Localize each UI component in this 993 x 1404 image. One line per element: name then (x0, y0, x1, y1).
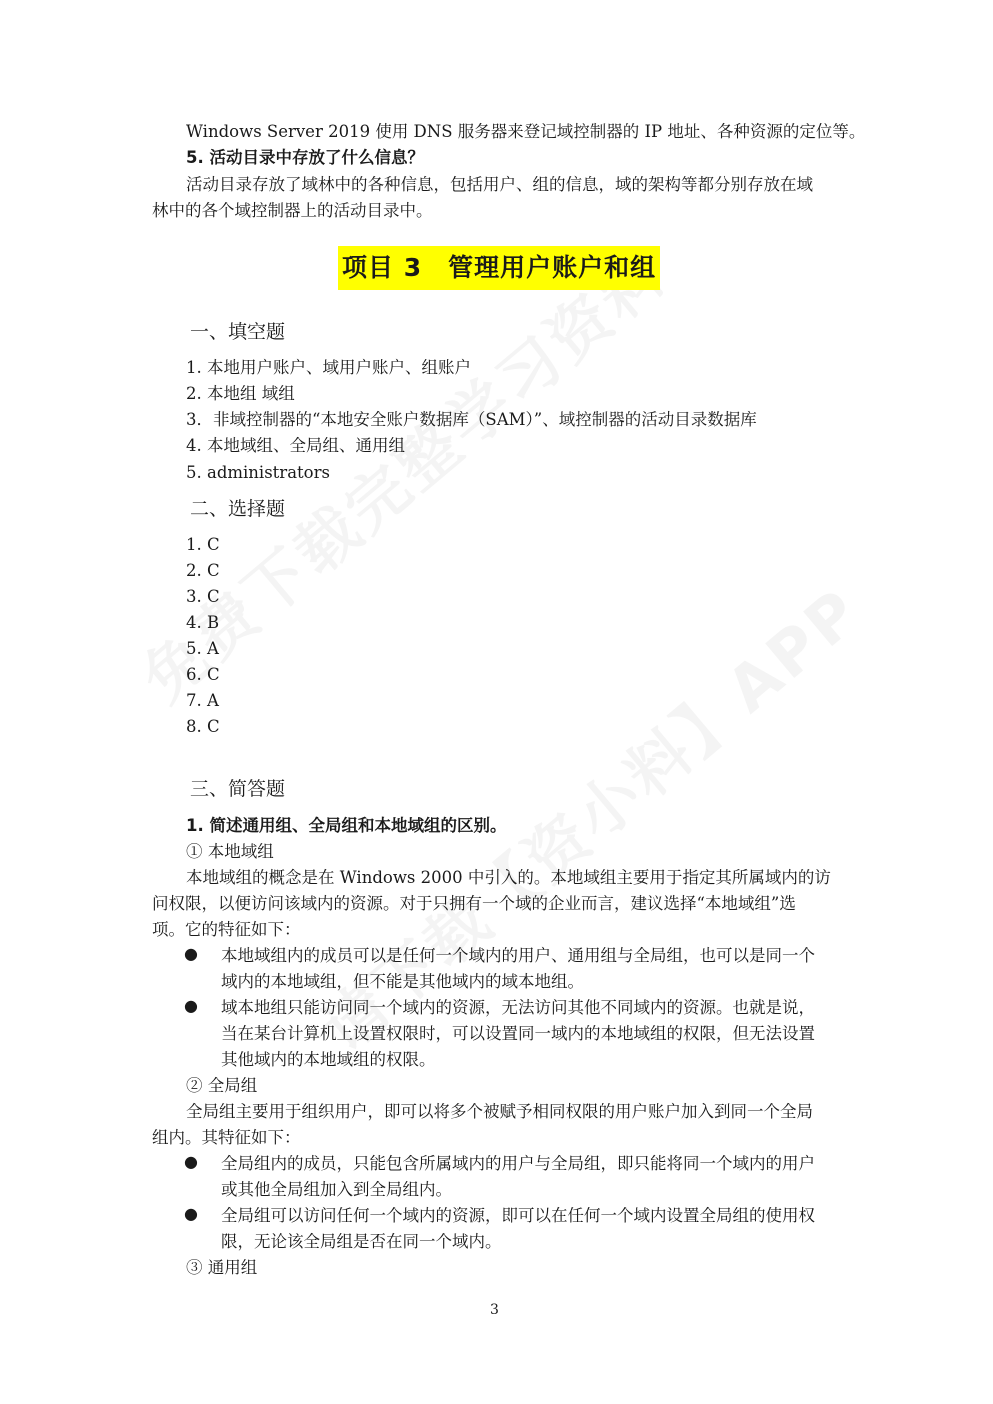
q5-title: 5. 活动目录中存放了什么信息？ (186, 148, 424, 167)
local-paragraph-line: 问权限，以便访问该域内的资源。对于只拥有一个域的企业而言，建议选择“本地域组”选 (152, 894, 796, 913)
choice-item: 7. A (186, 691, 219, 710)
choice-item: 3. C (186, 587, 220, 606)
local-domain-group-title: ① 本地域组 (186, 842, 274, 861)
short-answer-heading: 三、简答题 (190, 778, 286, 800)
local-bullet-2-line: 域本地组只能访问同一个域内的资源，无法访问其他不同域内的资源。也就是说， (221, 998, 815, 1017)
global-bullet-1-line: 或其他全局组加入到全局组内。 (221, 1180, 452, 1199)
global-group-title: ② 全局组 (186, 1076, 258, 1095)
choice-item: 6. C (186, 665, 220, 684)
local-bullet-2-line: 当在某台计算机上设置权限时，可以设置同一域内的本地域组的权限，但无法设置 (221, 1024, 815, 1043)
local-paragraph-line: 项。它的特征如下： (152, 920, 301, 939)
fill-blank-item: 5. administrators (186, 463, 330, 482)
choice-heading: 二、选择题 (190, 498, 286, 520)
fill-blank-item: 1. 本地用户账户、域用户账户、组账户 (186, 358, 471, 377)
local-paragraph-line: 本地域组的概念是在 Windows 2000 中引入的。本地域组主要用于指定其所属域内的访 (186, 868, 831, 887)
global-bullet-2-line: 全局组可以访问任何一个域内的资源，即可以在任何一个域内设置全局组的使用权 (221, 1206, 815, 1225)
global-bullet-2-line: 限，无论该全局组是否在同一个域内。 (221, 1232, 502, 1251)
fill-blank-item: 3．非域控制器的“本地安全账户数据库（SAM）”、域控制器的活动目录数据库 (186, 410, 757, 429)
bullet-icon: ● (184, 944, 198, 963)
fill-blank-item: 2. 本地组 域组 (186, 384, 295, 403)
q5-answer-line-2: 林中的各个域控制器上的活动目录中。 (152, 201, 433, 220)
global-paragraph-line: 全局组主要用于组织用户，即可以将多个被赋予相同权限的用户账户加入到同一个全局 (186, 1102, 813, 1121)
q5-answer-line-1: 活动目录存放了域林中的各种信息，包括用户、组的信息，域的架构等都分别存放在域 (186, 175, 813, 194)
local-bullet-2-line: 其他域内的本地域组的权限。 (221, 1050, 436, 1069)
bullet-icon: ● (184, 1204, 198, 1223)
choice-item: 2. C (186, 561, 220, 580)
fill-blank-item: 4. 本地域组、全局组、通用组 (186, 436, 405, 455)
global-bullet-1-line: 全局组内的成员，只能包含所属域内的用户与全局组，即只能将同一个域内的用户 (221, 1154, 815, 1173)
global-paragraph-line: 组内。其特征如下： (152, 1128, 301, 1147)
choice-item: 5. A (186, 639, 219, 658)
bullet-icon: ● (184, 996, 198, 1015)
short-answer-q1-title: 1. 简述通用组、全局组和本地域组的区别。 (186, 816, 507, 835)
project-title: 项目 3 管理用户账户和组 (338, 246, 660, 290)
universal-group-title: ③ 通用组 (186, 1258, 258, 1277)
fill-blank-heading: 一、填空题 (190, 321, 286, 343)
choice-item: 8. C (186, 717, 220, 736)
choice-item: 1. C (186, 535, 220, 554)
local-bullet-1-line: 域内的本地域组，但不能是其他域内的域本地组。 (221, 972, 584, 991)
local-bullet-1-line: 本地域组内的成员可以是任何一个域内的用户、通用组与全局组，也可以是同一个 (221, 946, 815, 965)
choice-item: 4. B (186, 613, 220, 632)
intro-line: Windows Server 2019 使用 DNS 服务器来登记域控制器的 IP 地址、各种资源的定位等。 (186, 122, 866, 141)
page-number: 3 (490, 1302, 499, 1318)
bullet-icon: ● (184, 1152, 198, 1171)
